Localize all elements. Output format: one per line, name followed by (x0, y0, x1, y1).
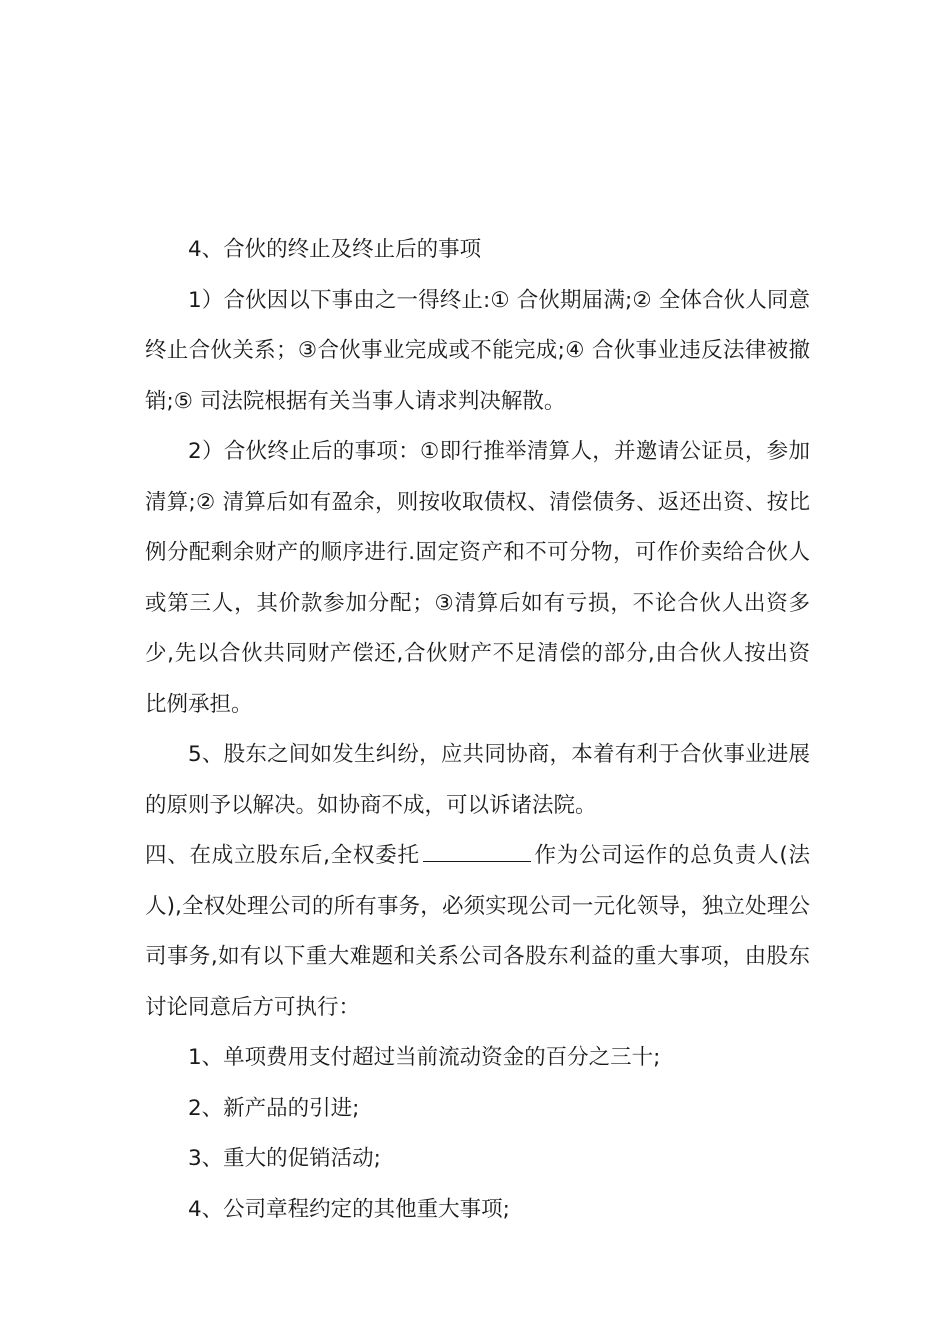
heading-termination: 4、合伙的终止及终止后的事项 (188, 237, 482, 262)
paragraph-disputes: 5、股东之间如发生纠纷，应共同协商，本着有利于合伙事业进展的原则予以解决。如协商不成，可以诉诸法院。 (145, 742, 810, 818)
section-four-paragraph (145, 831, 810, 1033)
section-four-lead: 四、在成立股东后,全权委托 (145, 843, 420, 868)
list-item: 1、单项费用支付超过当前流动资金的百分之三十; (188, 1045, 661, 1070)
section-four-rest: 作为公司运作的总负责人(法人),全权处理公司的所有事务，必须实现公司一元化领导，独立处理公司事务,如有以下重大难题和关系公司各股东利益的重大事项，由股东讨论同意后方可执行： (145, 843, 810, 1020)
paragraph-termination-causes: 1）合伙因以下事由之一得终止:① 合伙期届满;② 全体合伙人同意终止合伙关系；③合伙事业完成或不能完成;④ 合伙事业违反法律被撤销;⑤ 司法院根据有关当事人请求判决解散。 (145, 287, 810, 414)
list-item: 4、公司章程约定的其他重大事项; (188, 1196, 510, 1222)
document-body (145, 225, 810, 1235)
blank-underline (423, 838, 531, 862)
list-item: 2、新产品的引进; (188, 1095, 360, 1121)
list-item: 3、重大的促销活动; (188, 1146, 381, 1171)
paragraph-after-termination: 2）合伙终止后的事项：①即行推举清算人，并邀请公证员，参加清算;② 清算后如有盈余，则按收取债权、清偿债务、返还出资、按比例分配剩余财产的顺序进行.固定资产和不可分物，可作价卖给合伙人或第三人，其价款参加分配；③清算后如有亏损，不论合伙人出资多少,先以合伙共同财产偿还,合伙财产不足清偿的部分,由合伙人按出资比例承担。 (145, 439, 810, 717)
